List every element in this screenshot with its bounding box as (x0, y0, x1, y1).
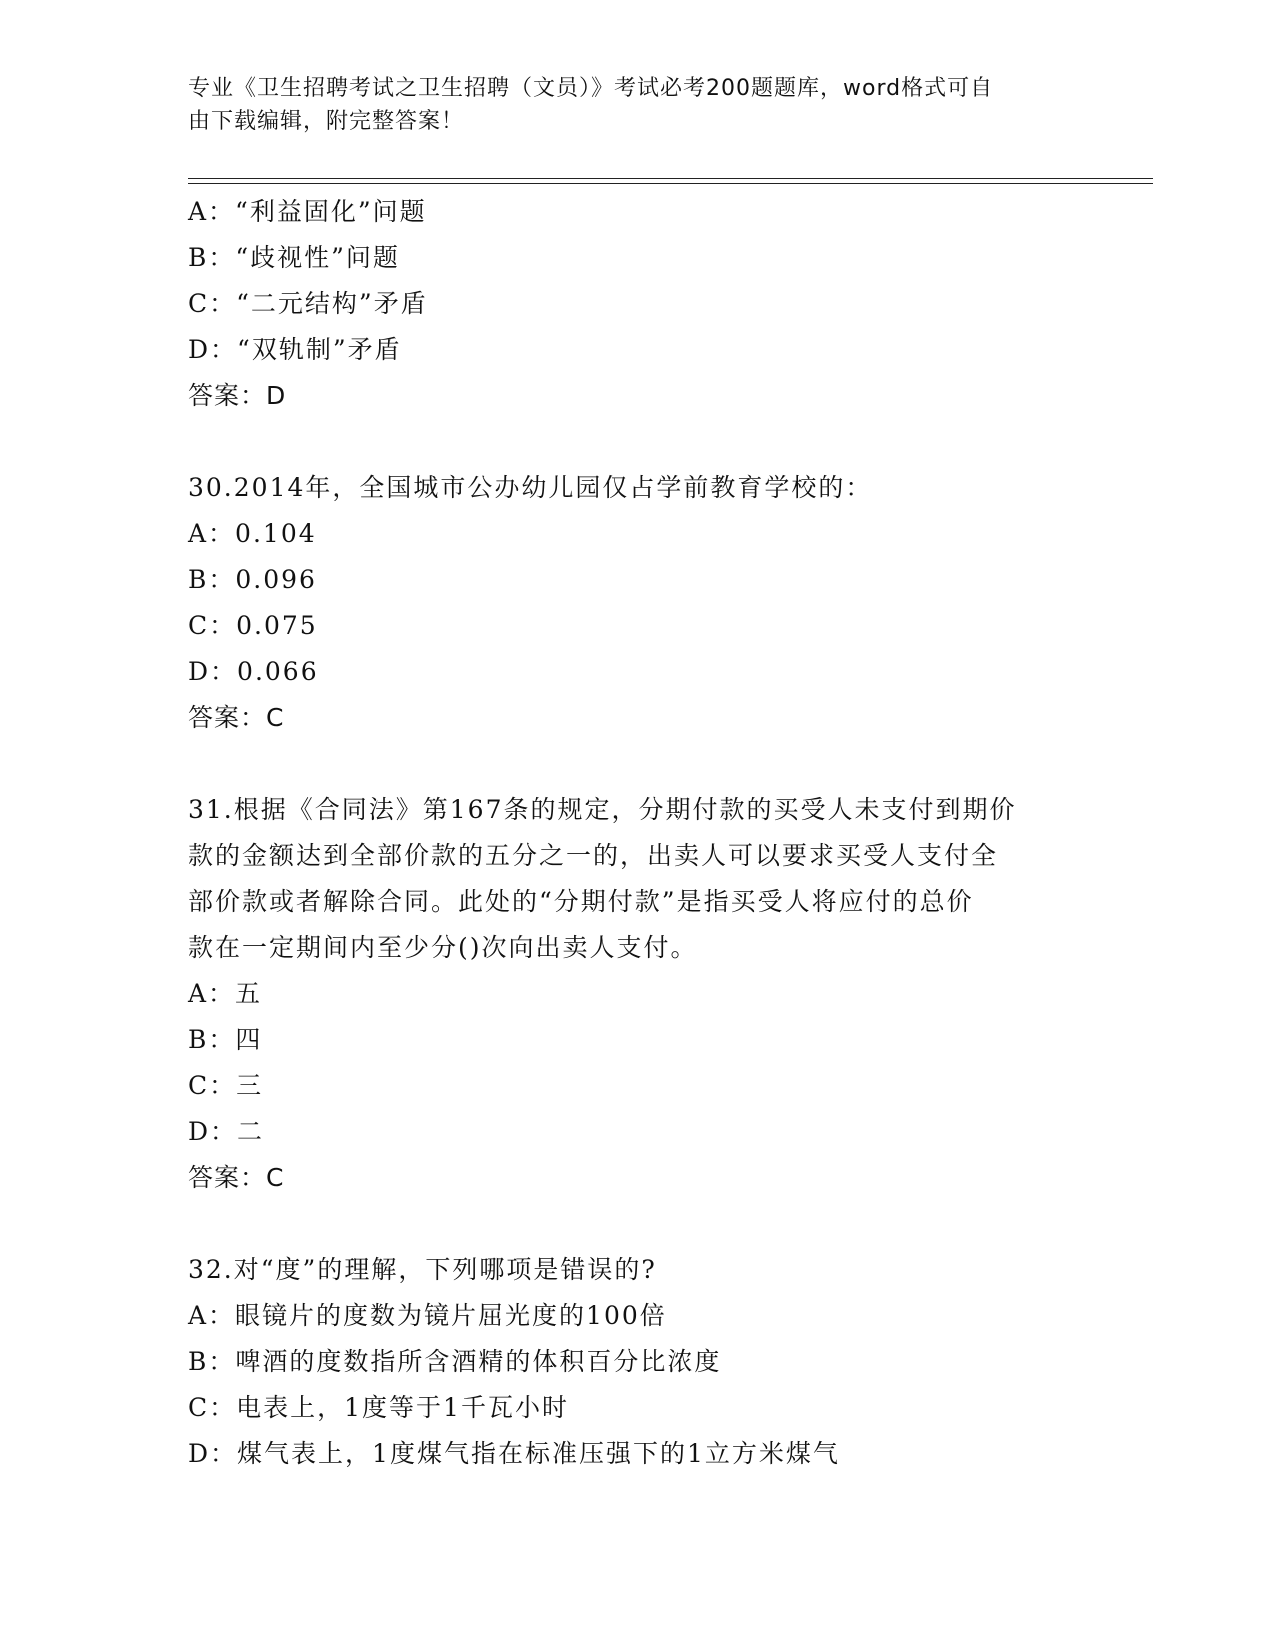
option-d: D：煤气表上，1度煤气指在标准压强下的1立方米煤气 (188, 1439, 840, 1468)
answer-line: 答案：C (188, 703, 285, 732)
option-b: B：四 (188, 1025, 263, 1054)
question-text-line: 32.对“度”的理解，下列哪项是错误的? (188, 1255, 657, 1284)
answer-line: 答案：D (188, 381, 287, 410)
option-a: A：五 (188, 979, 263, 1008)
option-c: C：0.075 (188, 611, 318, 640)
option-c: C：三 (188, 1071, 264, 1100)
question-32 (188, 1247, 1088, 1477)
question-text (188, 787, 1078, 971)
question-list (188, 189, 1088, 1477)
header-divider-bottom (188, 183, 1153, 184)
question-text-line: 30.2014年，全国城市公办幼儿园仅占学前教育学校的： (188, 473, 873, 502)
option-d: D：二 (188, 1117, 265, 1146)
header-line-1: 专业《卫生招聘考试之卫生招聘（文员）》考试必考200题题库，word格式可自 (188, 76, 994, 101)
option-c: C：电表上，1度等于1千瓦小时 (188, 1393, 569, 1422)
document-header (188, 72, 1068, 138)
option-b: B：“歧视性”问题 (188, 243, 400, 272)
question-text-line: 款的金额达到全部价款的五分之一的，出卖人可以要求买受人支付全 (188, 841, 999, 870)
question-text-line: 31.根据《合同法》第167条的规定，分期付款的买受人未支付到期价 (188, 795, 1017, 824)
question-text (188, 1247, 1078, 1293)
question-30 (188, 465, 1088, 741)
option-b: B：啤酒的度数指所含酒精的体积百分比浓度 (188, 1347, 722, 1376)
header-line-2: 由下载编辑，附完整答案！ (188, 109, 465, 134)
answer-line: 答案：C (188, 1163, 285, 1192)
option-a: A：“利益固化”问题 (188, 197, 427, 226)
question-29-continued (188, 189, 1088, 419)
question-text-line: 部价款或者解除合同。此处的“分期付款”是指买受人将应付的总价 (188, 887, 974, 916)
option-c: C：“二元结构”矛盾 (188, 289, 428, 318)
option-d: D：“双轨制”矛盾 (188, 335, 402, 364)
option-b: B：0.096 (188, 565, 317, 594)
question-text (188, 465, 1078, 511)
option-a: A：眼镜片的度数为镜片屈光度的100倍 (188, 1301, 667, 1330)
option-d: D：0.066 (188, 657, 319, 686)
header-divider-top (188, 178, 1153, 179)
question-31 (188, 787, 1088, 1201)
option-a: A：0.104 (188, 519, 317, 548)
question-text-line: 款在一定期间内至少分()次向出卖人支付。 (188, 933, 698, 962)
